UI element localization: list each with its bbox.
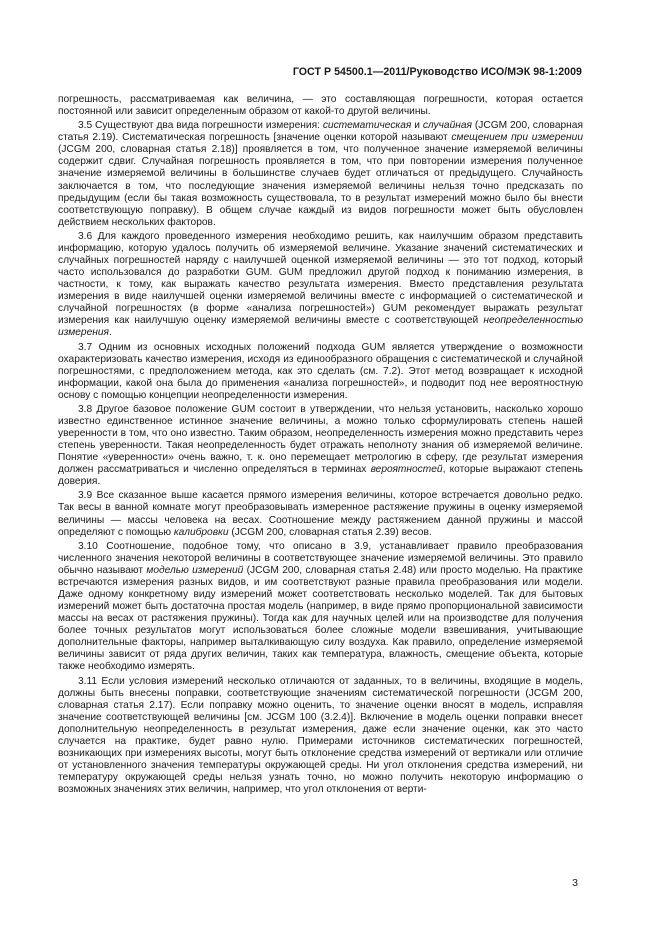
text-run: (JCGM 200, словарная статья 2.39) весов. [228, 526, 432, 538]
text-run: (JCGM 200, словарная статья 2.19). Систематическая погрешность [значение оценки которой называют [58, 120, 583, 144]
italic-term: калибровки [173, 526, 229, 538]
text-run: 3.8 Другое базовое положение GUM состоит в утверждении, что нельзя установить, насколько хорошо известно единственное истинное значение величины, а можно только сформулировать степень нашей уверенности в том, что оно известно. Таким образом, неопределенность измерения можно представить через степень уверенности. Такая неопределенность будет отражать неполноту знания об измеряемой величине. Понятие «уверенности» очень важно, т. к. оно перемещает метрологию в сферу, где результат измерения должен рассматриваться и численно определяться в терминах [58, 403, 583, 476]
italic-term: вероятностей [370, 464, 443, 476]
paragraph-3-9 [58, 490, 583, 538]
paragraph-continuation [58, 94, 583, 118]
italic-term: смещением при измерении [451, 132, 583, 144]
paragraph-3-10 [58, 541, 583, 674]
text-run: 3.11 Если условия измерений несколько отличаются от заданных, то в величины, входящие в модель, должны быть внесены поправки, соответствующие значениям систематической погрешности (JCGM 200, словарная статья 2.17). Если поправку можно оценить, то значение оценки вносят в модель, исправляя значение соответствующей величины [см. JCGM 100 (3.2.4)]. Включение в модель оценки поправки внесет дополнительную неопределенность в результат измерения, даже если значение оценки, как это часто случается на практике, будет равно нулю. Примерами источников систематических погрешностей, возникающих при измерениях высоты, могут быть отклонение средства измерений от вертикали или отличие от установленного значения температуры окружающей среды. Ни угол отклонения средства измерений, ни температуру окружающей среды нельзя узнать точно, но можно получить некоторую информацию о возможных значениях этих величин, например, что угол отклонения от верти- [58, 675, 583, 795]
text-run: погрешность, рассматриваемая как величина, — это составляющая погрешности, которая остается постоянной или зависит определенным образом от какой-то другой величины. [58, 94, 583, 118]
text-run: и [411, 120, 423, 132]
text-run: , которые выражают степень доверия. [58, 464, 583, 488]
paragraph-3-11 [58, 676, 583, 796]
text-run: 3.5 Существуют два вида погрешности измерения: [78, 120, 323, 132]
italic-term: неопределенностью измерения [58, 315, 583, 339]
paragraph-3-8 [58, 404, 583, 488]
italic-term: моделью измерений [146, 564, 244, 576]
paragraph-3-6 [58, 231, 583, 339]
document-body [58, 94, 583, 798]
text-run: 3.9 Все сказанное выше касается прямого измерения величины, которое встречается довольно редко. Так весы в ванной комнате могут преобразовывать измеренное растяжение пружины в оценку измеряемой величины — массы человека на весах. Соотношение между растяжением данной пружины и массой определяют с помощью [58, 490, 583, 538]
page-number: 3 [572, 877, 578, 889]
text-run: (JCGM 200, словарная статья 2.48) или просто моделью. На практике встречаются измерения разных видов, и им соответствуют разные правила преобразования или модели. Даже одному конкретному виду измерений может соответствовать несколько моделей. Так для бытовых измерений может быть достаточна простая модель (например, в виде прямо пропорциональной зависимости массы на весах от растяжения пружины). Тогда как для научных целей или на производстве для получения более точных результатов могут использоваться более сложные модели взвешивания, учитывающие дополнительные факторы, например выталкивающую силу воздуха. Как правило, определение измеряемой величины зависит от ряда других величин, таких как температура, влажность, смещение объекта, которые также необходимо измерять. [58, 564, 583, 673]
paragraph-3-5 [58, 120, 583, 228]
document-header: ГОСТ Р 54500.1—2011/Руководство ИСО/МЭК 98-1:2009 [292, 66, 582, 78]
text-run: (JCGM 200, словарная статья 2.18)] проявляется в том, что полученное значение измеряемой величины содержит сдвиг. Случайная погрешность проявляется в том, что при повторении измерения полученное значение измеряемой величины в большинстве случаев будет отличаться от предыдущего. Случайность заключается в том, что последующие значения измеряемой величины нельзя точно предсказать по предыдущим (если бы такая возможность существовала, то в результат измерений можно было бы внести соответствующую поправку). В общем случае каждый из видов погрешности может быть обусловлен действием нескольких факторов. [58, 144, 583, 228]
italic-term: случайная [422, 120, 472, 132]
text-run: 3.6 Для каждого проведенного измерения необходимо решить, как наилучшим образом представить информацию, которую удалось получить об измеряемой величине. Указание значений систематических и случайных погрешностей наряду с наилучшей оценкой измеряемой величины — это тот подход, который часто использовался до разработки GUM. GUM предложил другой подход к пониманию измерения, в частности, к тому, как выражать качество результата измерения. Вместо представления результата измерения в виде наилучшей оценки измеряемой величины вместе с информацией о систематической и случайной погрешностях (в форме «анализа погрешностей») GUM рекомендует выражать результат измерения как наилучшую оценку измеряемой величины вместе с соответствующей [58, 230, 583, 327]
text-run: . [108, 327, 112, 339]
paragraph-3-7 [58, 342, 583, 402]
text-run: 3.10 Соотношение, подобное тому, что описано в 3.9, устанавливает правило преобразования численного значения некоторой величины в соответствующее значение измеряемой величины. Это правило обычно называют [58, 540, 583, 576]
italic-term: систематическая [322, 120, 412, 132]
text-run: 3.7 Одним из основных исходных положений подхода GUM является утверждение о возможности охарактеризовать качество измерения, исходя из единообразного обращения с систематической и случайной погрешностями, с предположением метода, как это сделать (см. 7.2). Этот метод возвращает к исходной информации, какой она была до применения «анализа погрешностей», и подводит под нее вероятностную основу с помощью концепции неопределенности измерения. [58, 341, 583, 401]
